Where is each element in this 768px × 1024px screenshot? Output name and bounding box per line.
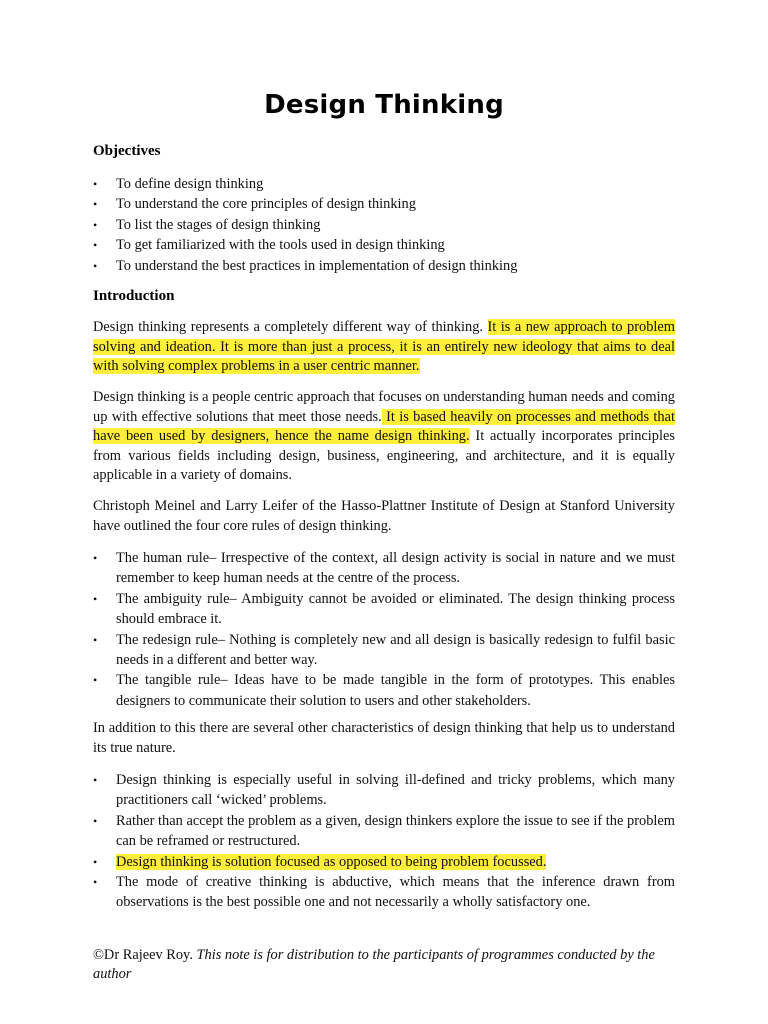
highlighted-text: Design thinking is solution focused as opposed to being problem focussed.	[116, 853, 547, 870]
list-item: • The mode of creative thinking is abductive, which means that the inference drawn from observations is the best possible one and not necessarily a wholly satisfactory one.	[93, 874, 675, 911]
core-rules-list	[93, 548, 675, 711]
list-item: • To understand the core principles of design thinking	[93, 194, 675, 214]
highlighted-text: It is based heavily on processes and methods that have been used by designers, hence the name design thinking.	[93, 408, 675, 444]
bullet-icon: •	[93, 854, 98, 869]
bullet-icon: •	[93, 591, 98, 606]
intro-paragraph-3: Christoph Meinel and Larry Leifer of the Hasso-Plattner Institute of Design at Stanford University have outlined the four core rules of design thinking.	[93, 498, 675, 534]
page-footer	[93, 946, 675, 983]
list-item: • The tangible rule– Ideas have to be made tangible in the form of prototypes. This enables designers to communicate their solution to users and other stakeholders.	[93, 672, 675, 709]
characteristics-list	[93, 770, 675, 913]
list-item: • To get familiarized with the tools used in design thinking	[93, 235, 675, 255]
bullet-icon: •	[93, 813, 98, 828]
objectives-list	[93, 174, 675, 276]
bullet-icon: •	[93, 773, 98, 787]
bullet-icon: •	[93, 632, 98, 647]
list-item: • Rather than accept the problem as a given, design thinkers explore the issue to see if the problem can be reframed or restructured.	[93, 812, 675, 850]
list-item: • To define design thinking	[93, 174, 675, 194]
intro-paragraph-4: In addition to this there are several other characteristics of design thinking that help us to understand its true nature.	[93, 720, 675, 756]
copyright-text: ©Dr Rajeev Roy.	[93, 947, 197, 963]
page-title: Design Thinking	[264, 90, 504, 120]
list-item: • To list the stages of design thinking	[93, 215, 675, 235]
bullet-icon: •	[93, 673, 98, 688]
bullet-icon: •	[93, 875, 98, 890]
list-item: • To understand the best practices in implementation of design thinking	[93, 256, 675, 276]
list-item: • Design thinking is especially useful in solving ill-defined and tricky problems, which many practitioners call ‘wicked’ problems.	[93, 772, 675, 809]
objectives-heading: Objectives	[93, 143, 161, 159]
bullet-icon: •	[93, 551, 98, 565]
bullet-icon: •	[93, 258, 98, 273]
distribution-note: This note is for distribution to the participants of programmes conducted by the author	[93, 947, 655, 982]
list-item: • The human rule– Irrespective of the context, all design activity is social in nature and we must remember to keep human needs at the centre of the process.	[93, 550, 675, 587]
bullet-icon: •	[93, 177, 98, 191]
intro-paragraph-2: Design thinking is a people centric approach that focuses on understanding human needs and coming up with effective solutions that meet those needs. It is based heavily on processes and methods that have been used by designers, hence the name design thinking. It actually incorporates principles from various fields including design, business, engineering, and architecture, and it is equally applicable in a variety of domains.	[93, 389, 675, 483]
introduction-heading: Introduction	[93, 288, 175, 304]
list-item: • The redesign rule– Nothing is completely new and all design is basically redesign to fulfil basic needs in a different and better way.	[93, 631, 675, 669]
bullet-icon: •	[93, 217, 98, 232]
list-item: • The ambiguity rule– Ambiguity cannot be avoided or eliminated. The design thinking process should embrace it.	[93, 590, 675, 628]
highlighted-text: It is a new approach to problem solving and ideation. It is more than just a process, it is an entirely new ideology that aims to deal with solving complex problems in a user centric manner.	[93, 319, 675, 374]
bullet-icon: •	[93, 238, 98, 253]
bullet-icon: •	[93, 197, 98, 212]
intro-paragraph-1: Design thinking represents a completely different way of thinking. It is a new approach to problem solving and ideation. It is more than just a process, it is an entirely new ideology that aims to deal with solving complex problems in a user centric manner.	[93, 319, 675, 374]
list-item	[93, 852, 675, 872]
